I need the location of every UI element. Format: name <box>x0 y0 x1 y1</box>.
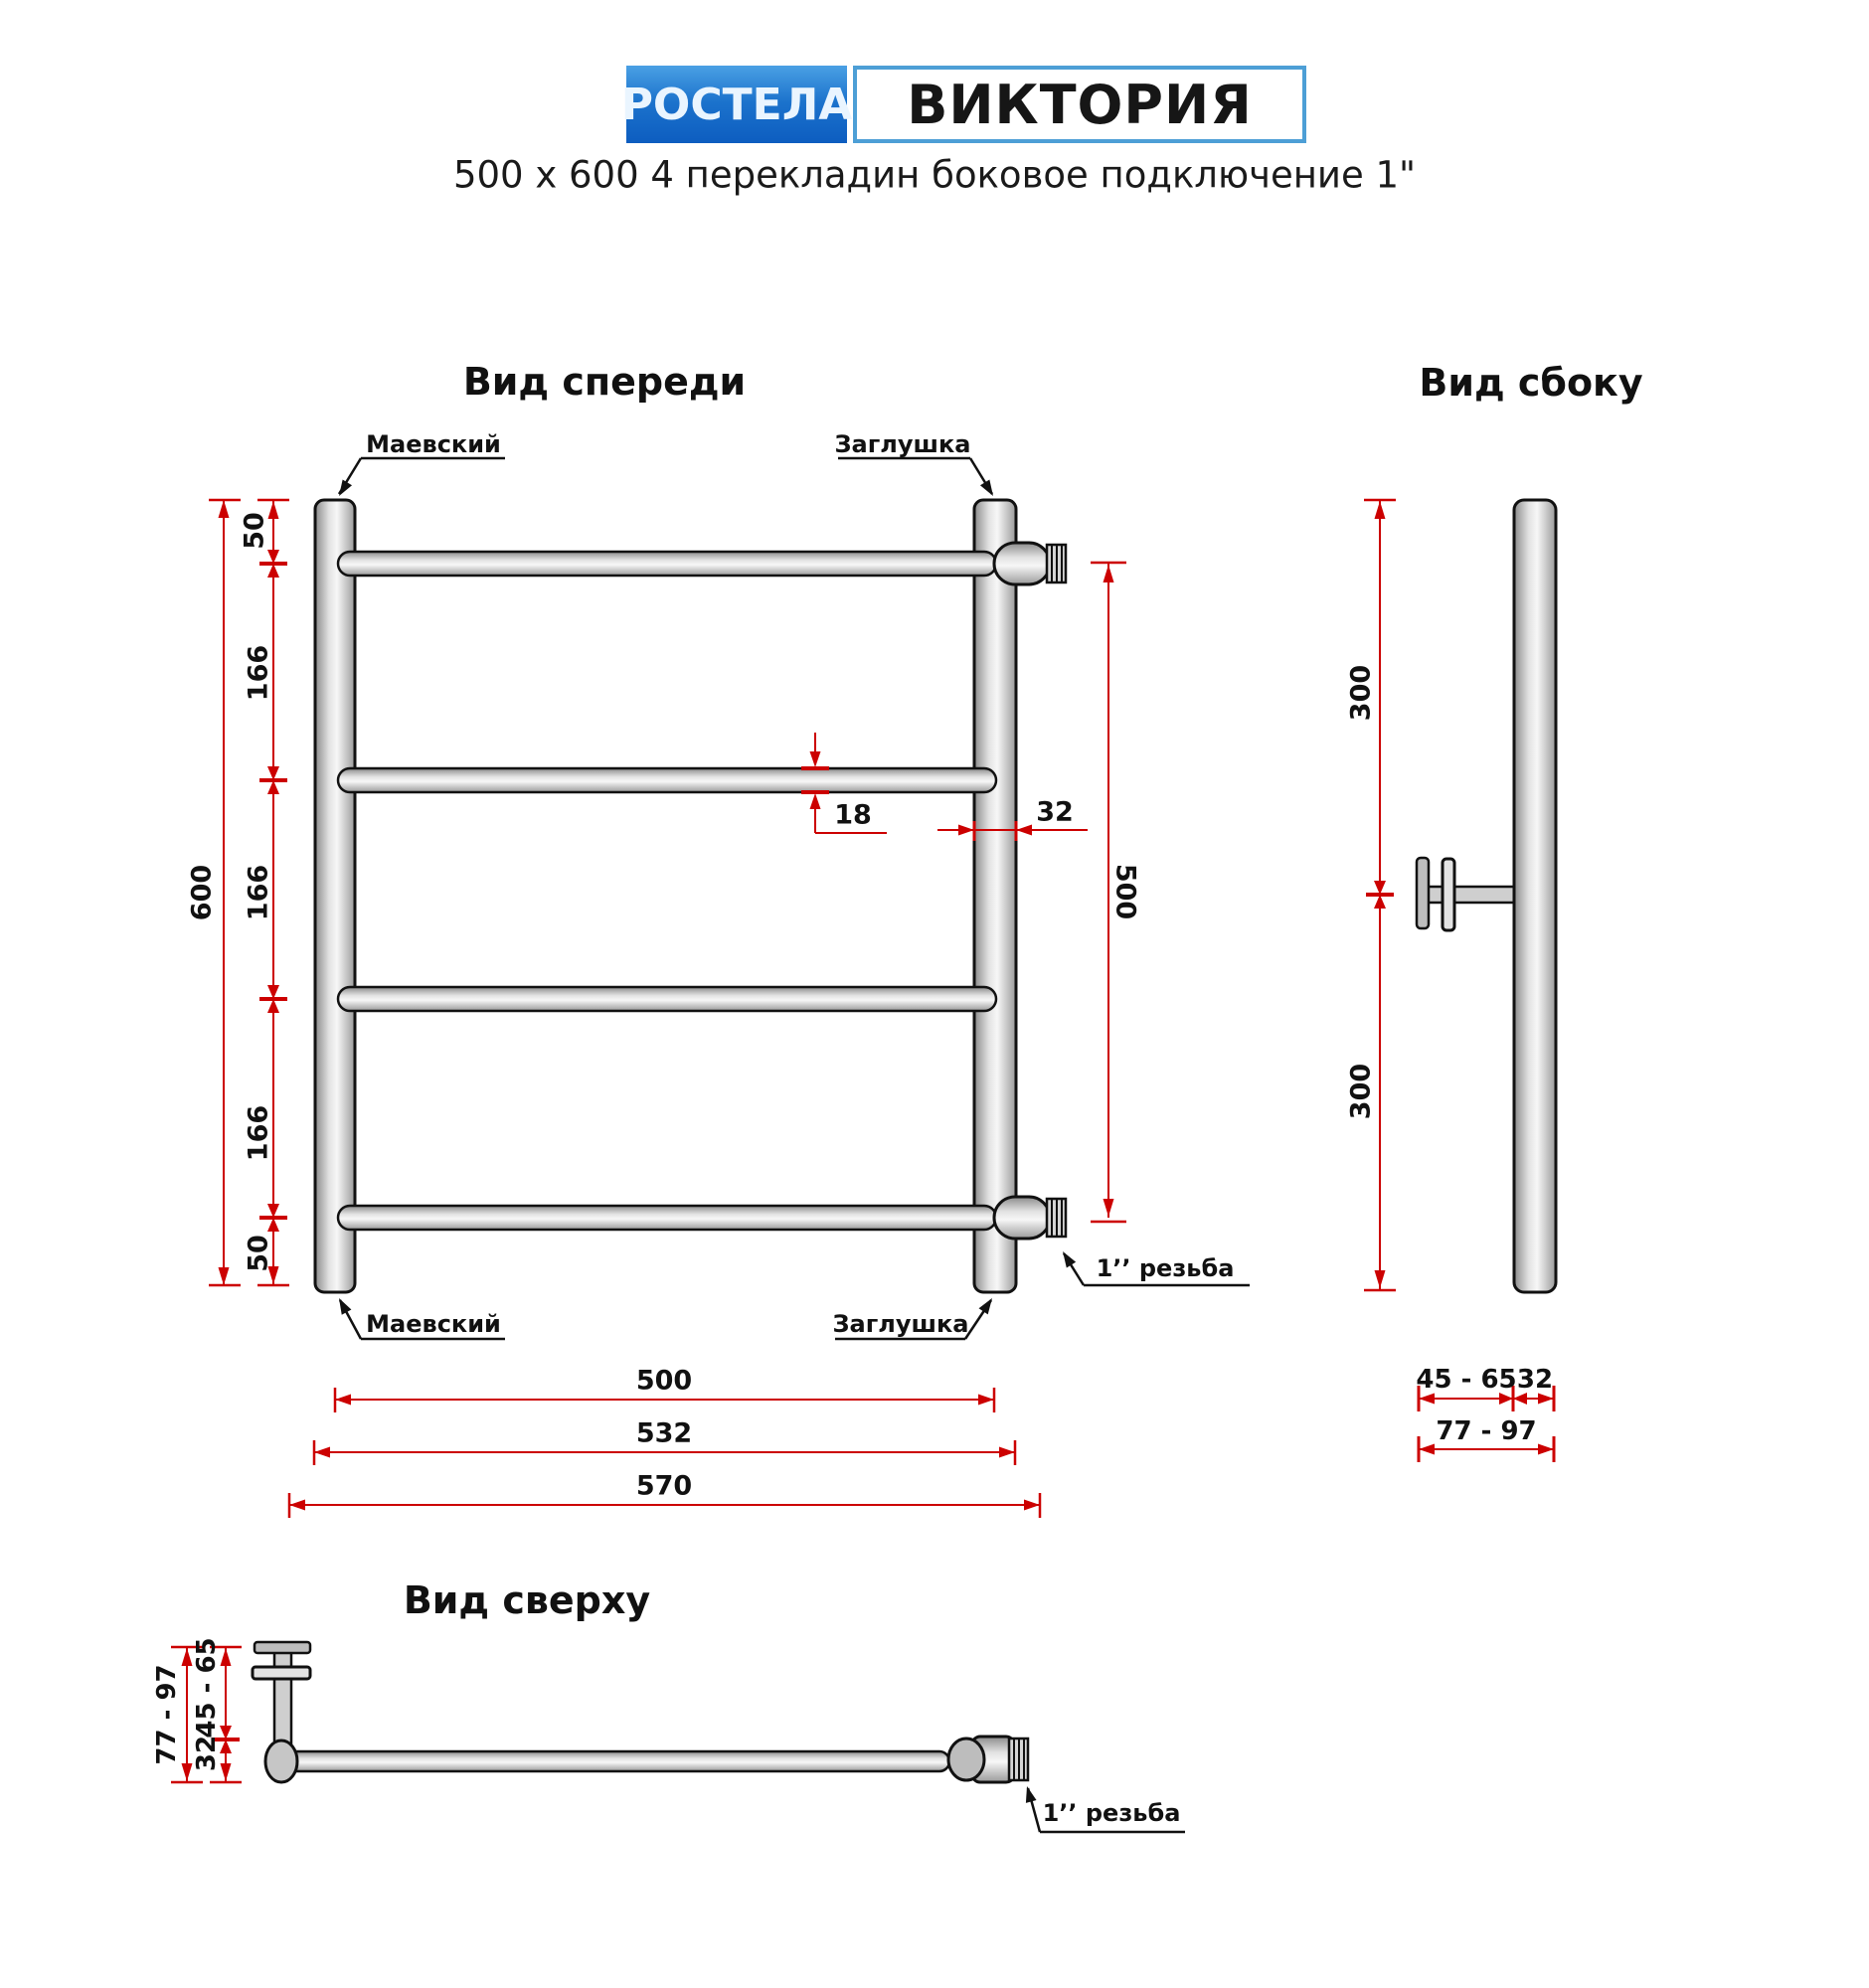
front-view-geometry <box>315 500 1066 1292</box>
dim-front-gap-2: 166 <box>243 864 274 921</box>
dim-front-bottom-offset: 50 <box>243 1235 274 1272</box>
air-valve-label-top: Маевский <box>366 430 501 458</box>
side-view-geometry <box>1417 500 1556 1292</box>
dim-top-total-depth: 77 - 97 <box>152 1664 182 1765</box>
front-view-title: Вид спереди <box>462 360 747 404</box>
dim-front-post-diameter: 32 <box>1036 796 1074 828</box>
dim-front-width-500: 500 <box>635 1365 693 1397</box>
dim-front-top-offset: 50 <box>239 512 270 550</box>
top-view-title: Вид сверху <box>403 1578 651 1622</box>
dim-front-connection: 500 <box>1109 863 1141 920</box>
dim-side-wall-gap: 45 - 65 <box>1416 1365 1517 1395</box>
dim-front-gap-3: 166 <box>243 1104 274 1162</box>
thread-label-top-view: 1’’ резьба <box>1042 1799 1181 1827</box>
top-view-geometry <box>253 1642 1028 1782</box>
dim-front-width-532: 532 <box>635 1417 693 1449</box>
dim-side-total-depth: 77 - 97 <box>1436 1416 1537 1446</box>
plug-label-bottom: Заглушка <box>832 1310 969 1338</box>
bottom-fitting <box>994 1197 1066 1239</box>
dim-front-gap-1: 166 <box>243 644 274 702</box>
plug-label-top: Заглушка <box>834 430 971 458</box>
product-subtitle: 500 x 600 4 перекладин боковое подключение 1" <box>452 153 1417 197</box>
callout-leaders <box>334 458 1250 1832</box>
top-fitting <box>994 543 1066 584</box>
dim-top-bar-diameter: 32 <box>192 1735 222 1772</box>
dim-side-upper-300: 300 <box>1345 664 1377 722</box>
dim-front-width-570: 570 <box>635 1470 693 1502</box>
dim-top-wall-gap: 45 - 65 <box>192 1637 222 1739</box>
brand-logo: РОСТЕЛА <box>626 66 847 143</box>
dim-front-height: 600 <box>186 864 218 921</box>
dim-side-post-diameter: 32 <box>1516 1365 1554 1395</box>
dim-front-bar-diameter: 18 <box>834 799 872 831</box>
air-valve-label-bottom: Маевский <box>366 1310 501 1338</box>
side-view-title: Вид сбоку <box>1419 361 1643 405</box>
dim-side-lower-300: 300 <box>1345 1063 1377 1120</box>
model-logo: ВИКТОРИЯ <box>853 66 1306 143</box>
thread-label-front: 1’’ резьба <box>1096 1254 1235 1282</box>
